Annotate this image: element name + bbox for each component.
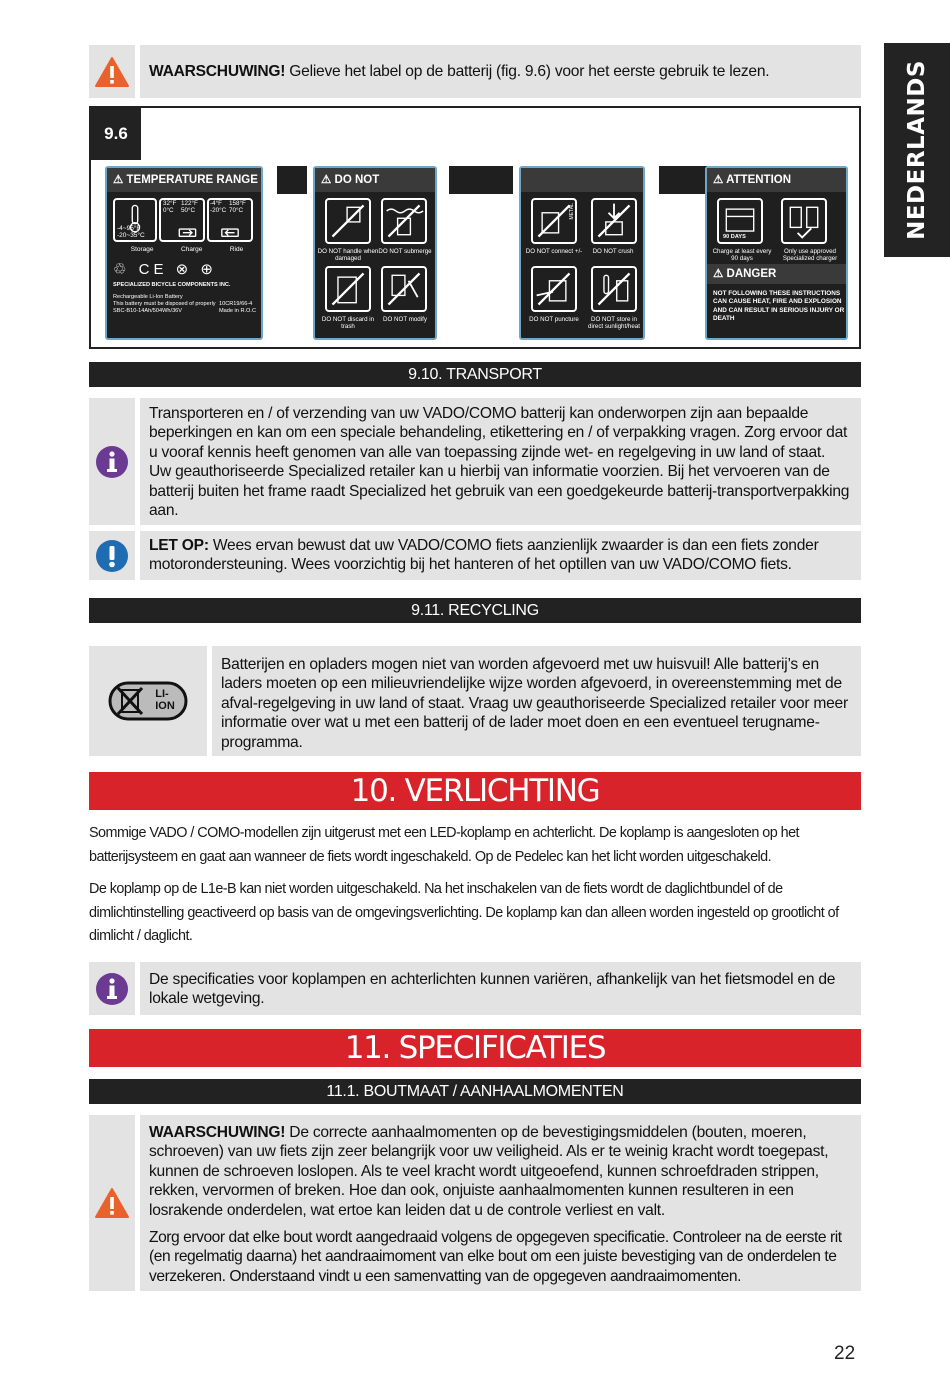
caption-charge-90: Charge at least every 90 days — [712, 248, 772, 262]
lighting-paragraph-2: De koplamp op de L1e-B kan niet worden uitgeschakeld. Na het inschakelen van de fiets wordt de daglichtbundel of de dimlichtinstelling geactiveerd op basis van de omgevingsverlichting. De koplamp kan dan alleen worden ingesteld op grootlicht of dimlicht / daglicht. — [89, 881, 839, 944]
info-note-lighting-text: De specificaties voor koplampen en achterlichten kunnen variëren, afhankelijk van het fietsmodel en de lokale wetgeving. — [140, 962, 861, 1015]
attention-header: ⚠ ATTENTION — [707, 168, 846, 192]
info-note-lighting — [89, 962, 861, 1015]
damaged-battery-icon — [325, 198, 371, 244]
caption-approved-charger: Only use approved Specialized charger — [782, 248, 838, 262]
temperature-labels: Storage Charge Ride — [130, 246, 244, 253]
warning-text: Gelieve het label op de batterij (fig. 9.6) voor het eerste gebruik te lezen. — [285, 63, 770, 80]
li-label: LI- — [155, 688, 169, 700]
modify-icon — [381, 266, 427, 312]
puncture-icon — [531, 266, 577, 312]
sunlight-heat-icon — [591, 266, 637, 312]
info-icon — [89, 962, 135, 1015]
warning-icon — [89, 45, 135, 98]
code-text: 10CR19/66-4 — [219, 301, 253, 307]
ride-range-high: 158°F 70°C — [229, 200, 246, 214]
chapter-title-specs: 11. SPECIFICATIES — [89, 1029, 861, 1067]
caption-submerge: DO NOT submerge — [378, 248, 432, 255]
battery-label-figure — [89, 106, 861, 349]
warning-torque-para-1: WAARSCHUWING! De correcte aanhaalmomenten op de bevestigingsmiddelen (bouten, moeren, schroeven) van uw fiets zijn zeer belangrijk voor uw veiligheid. Als er te weinig kracht wordt toegepast, kunnen de schroeven loslopen. Als te veel kracht wordt uitgeoefend, kunnen schroefdraden strippen, rekken, vervormen of breken. Hoe dan ook, onjuiste aanhaalmomenten kunnen resulteren in een losrakende onderdelen, wat ertoe kan leiden dat u de controle verliest en valt. — [149, 1124, 829, 1219]
model-text: SBC-B10-14Ah/504Wh/36V — [113, 308, 183, 314]
caution-note-weight — [89, 531, 861, 580]
metal-label: METAL — [568, 203, 575, 220]
trash-icon — [325, 266, 371, 312]
warning-icon — [89, 1115, 135, 1291]
charge-range-low: 32°F 0°C — [163, 200, 177, 214]
caption-connect: DO NOT connect +/- — [525, 248, 583, 255]
do-not-panel-right — [519, 166, 645, 340]
caption-modify: DO NOT modify — [383, 316, 427, 323]
info-note-transport — [89, 398, 861, 525]
caption-sunlight: DO NOT store in direct sunlight/heat — [588, 316, 640, 330]
made-text: Made in R.O.C — [219, 308, 256, 314]
language-tab-label: NEDERLANDS — [904, 60, 930, 240]
caution-text: Wees ervan bewust dat uw VADO/COMO fiets aanzienlijk zwaarder is dan een fiets zonder motorondersteuning. Wees voorzichtig bij het hanteren of het optillen van uw VADO/COMO fiets. — [149, 537, 819, 574]
warning-note-torque — [89, 1115, 861, 1291]
do-not-panel-left — [313, 166, 437, 340]
crush-icon — [591, 198, 637, 244]
warning-note-label — [89, 45, 861, 98]
warning-triangle-icon: ⚠ — [321, 174, 335, 186]
caption-crush: DO NOT crush — [592, 248, 634, 255]
brand-text: SPECIALIZED BICYCLE COMPONENTS INC. — [113, 282, 231, 288]
label-gap — [277, 166, 307, 194]
ion-label: ION — [155, 700, 175, 712]
approved-charger-icon — [781, 198, 827, 244]
warning-strong: WAARSCHUWING! — [149, 63, 286, 80]
warning-triangle-icon: ⚠ — [713, 268, 727, 280]
caption-puncture: DO NOT puncture — [529, 316, 579, 323]
label-gap — [449, 166, 513, 194]
section-title-transport: 9.10. TRANSPORT — [89, 362, 861, 387]
recycling-text: Batterijen en opladers mogen niet van worden afgevoerd met uw huisvuil! Alle batterij’s en laders moeten op een milieuvriendelijke wijze worden afgevoerd, in overeenstemming met de afval-regelgeving in uw land of staat. Vraag uw geauthoriseerde Specialized retailer voor meer informatie over wat u met een batterij of de lader moet doen en een eventueel terugname-programma. — [212, 646, 861, 756]
battery-type-text: Rechargeable Li-Ion Battery — [113, 294, 183, 300]
dispose-text: This battery must be disposed of properly — [113, 301, 216, 307]
info-note-transport-text: Transporteren en / of verzending van uw VADO/COMO batterij kan onderworpen zijn aan bepaalde beperkingen en kan om een speciale behandeling, etikettering en / of verpakking vragen. Zorg ervoor dat u vooraf kennis heeft genomen van alle van toepassing zijnde wet- en regelgeving in uw land of staat. Uw geauthoriseerde Specialized retailer kan u hierbij van informatie voorzien. Bij het vervoeren van de batterij buiten het frame raadt Specialized het gebruik van een goedgekeurde batterij-transportverpakking aan. — [140, 398, 861, 525]
submerge-icon — [381, 198, 427, 244]
caution-note-text — [140, 531, 861, 580]
ride-range-low: -4°F -20°C — [210, 200, 227, 214]
section-title-bolt-torque: 11.1. BOUTMAAT / AANHAALMOMENTEN — [89, 1079, 861, 1104]
figure-label: 9.6 — [91, 108, 141, 160]
certification-marks-icon: ♲ CE ⊗ ⊕ — [113, 261, 217, 278]
li-ion-recycle-icon — [89, 646, 207, 756]
info-icon — [89, 398, 135, 525]
label-gap — [659, 166, 707, 194]
temperature-range-panel — [105, 166, 263, 340]
charge-range-high: 122°F 50°C — [181, 200, 198, 214]
attention-panel — [705, 166, 848, 340]
caution-icon — [89, 531, 135, 580]
chapter-title-lighting: 10. VERLICHTING — [89, 772, 861, 810]
do-not-header-blank — [521, 168, 643, 192]
do-not-header: ⚠ DO NOT — [315, 168, 435, 192]
recycling-note — [89, 646, 861, 756]
danger-header: ⚠ DANGER — [707, 264, 846, 284]
warning-triangle-icon: ⚠ — [113, 174, 127, 186]
warning-note-text — [140, 45, 861, 98]
warning-note-torque-text — [140, 1115, 861, 1291]
danger-text: NOT FOLLOWING THESE INSTRUCTIONS CAN CAUSE HEAT, FIRE AND EXPLOSION AND CAN RESULT IN SERIOUS INJURY OR DEATH — [713, 290, 845, 323]
storage-range: -4~95°F -20~35°C — [117, 225, 145, 239]
temperature-range-header: ⚠ TEMPERATURE RANGE — [107, 168, 261, 192]
page-number: 22 — [834, 1343, 856, 1364]
lighting-paragraph-1: Sommige VADO / COMO-modellen zijn uitgerust met een LED-koplamp en achterlicht. De koplamp is aangesloten op het batterijsysteem en gaat aan wanneer de fiets wordt ingeschakeld. Op de Pedelec kan het licht worden uitgeschakeld. — [89, 825, 799, 865]
warning-torque-para-2: Zorg ervoor dat elke bout wordt aangedraaid volgens de opgegeven specificatie. Controleer na de eerste rit (en regelmatig daarna) het aandraaimoment van elke bout om een juiste bevestiging van de onderdelen te verzekeren. Onderstaand vindt u een samenvatting van de opgegeven aandraaimomenten. — [149, 1229, 842, 1285]
caption-handle-damaged: DO NOT handle when damaged — [317, 248, 379, 262]
section-title-recycling: 9.11. RECYCLING — [89, 598, 861, 623]
caption-discard-trash: DO NOT discard in trash — [321, 316, 375, 330]
warning-triangle-icon: ⚠ — [713, 174, 727, 186]
battery-label — [105, 166, 848, 340]
days-label: 90 DAYS — [723, 234, 746, 240]
language-tab — [884, 43, 950, 257]
caution-strong: LET OP: — [149, 537, 209, 554]
